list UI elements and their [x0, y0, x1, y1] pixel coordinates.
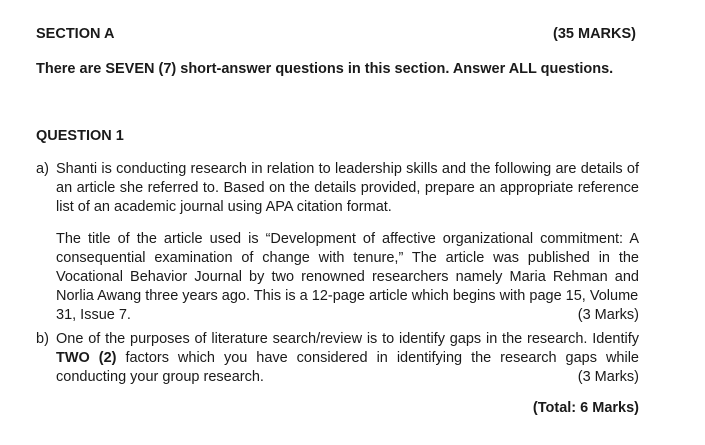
question-part-a: [36, 160, 639, 217]
question-title: QUESTION 1: [36, 128, 124, 144]
question-total: (Total: 6 Marks): [532, 400, 639, 416]
part-b-label: b): [36, 331, 49, 347]
part-b-last-line: [56, 368, 639, 387]
part-a-details-text: The title of the article used is “Development of affective organizational commitment: A consequential examination of change with tenure,” The article was published in the Vocational Behavior Journal by two renowned researchers namely Maria Rehman and Norlia Awang three years ago. This is a 12-page article which begins with page 15, Volume: [56, 231, 639, 304]
part-a-last-line: [56, 306, 639, 325]
part-a-marks: (3 Marks): [577, 307, 639, 323]
part-a-details: [56, 230, 639, 325]
part-a-details-end: 31, Issue 7.: [56, 307, 131, 323]
part-b-emphasis: TWO (2): [56, 350, 117, 366]
part-b-body: [56, 330, 639, 387]
question-part-b: [36, 330, 639, 387]
part-b-text: [56, 330, 639, 349]
part-b-text-lead: One of the purposes of literature search/review is to identify gaps in the research. Identify: [56, 331, 639, 347]
section-header: [36, 26, 636, 44]
section-title: SECTION A: [36, 26, 115, 42]
part-a-text: Shanti is conducting research in relation to leadership skills and the following are details of an article she referred to. Based on the details provided, prepare an appropriate reference list of an academic journal using APA citation format.: [56, 161, 639, 215]
part-b-marks: (3 Marks): [577, 369, 639, 385]
part-b-line2: [56, 349, 639, 368]
part-b-text-rest: factors which you have considered in identifying the research gaps while: [116, 350, 639, 366]
section-instructions: There are SEVEN (7) short-answer questions in this section. Answer ALL questions.: [36, 61, 614, 77]
part-a-label: a): [36, 161, 49, 177]
section-marks: (35 MARKS): [553, 26, 636, 42]
part-b-text-last: conducting your group research.: [56, 369, 264, 385]
